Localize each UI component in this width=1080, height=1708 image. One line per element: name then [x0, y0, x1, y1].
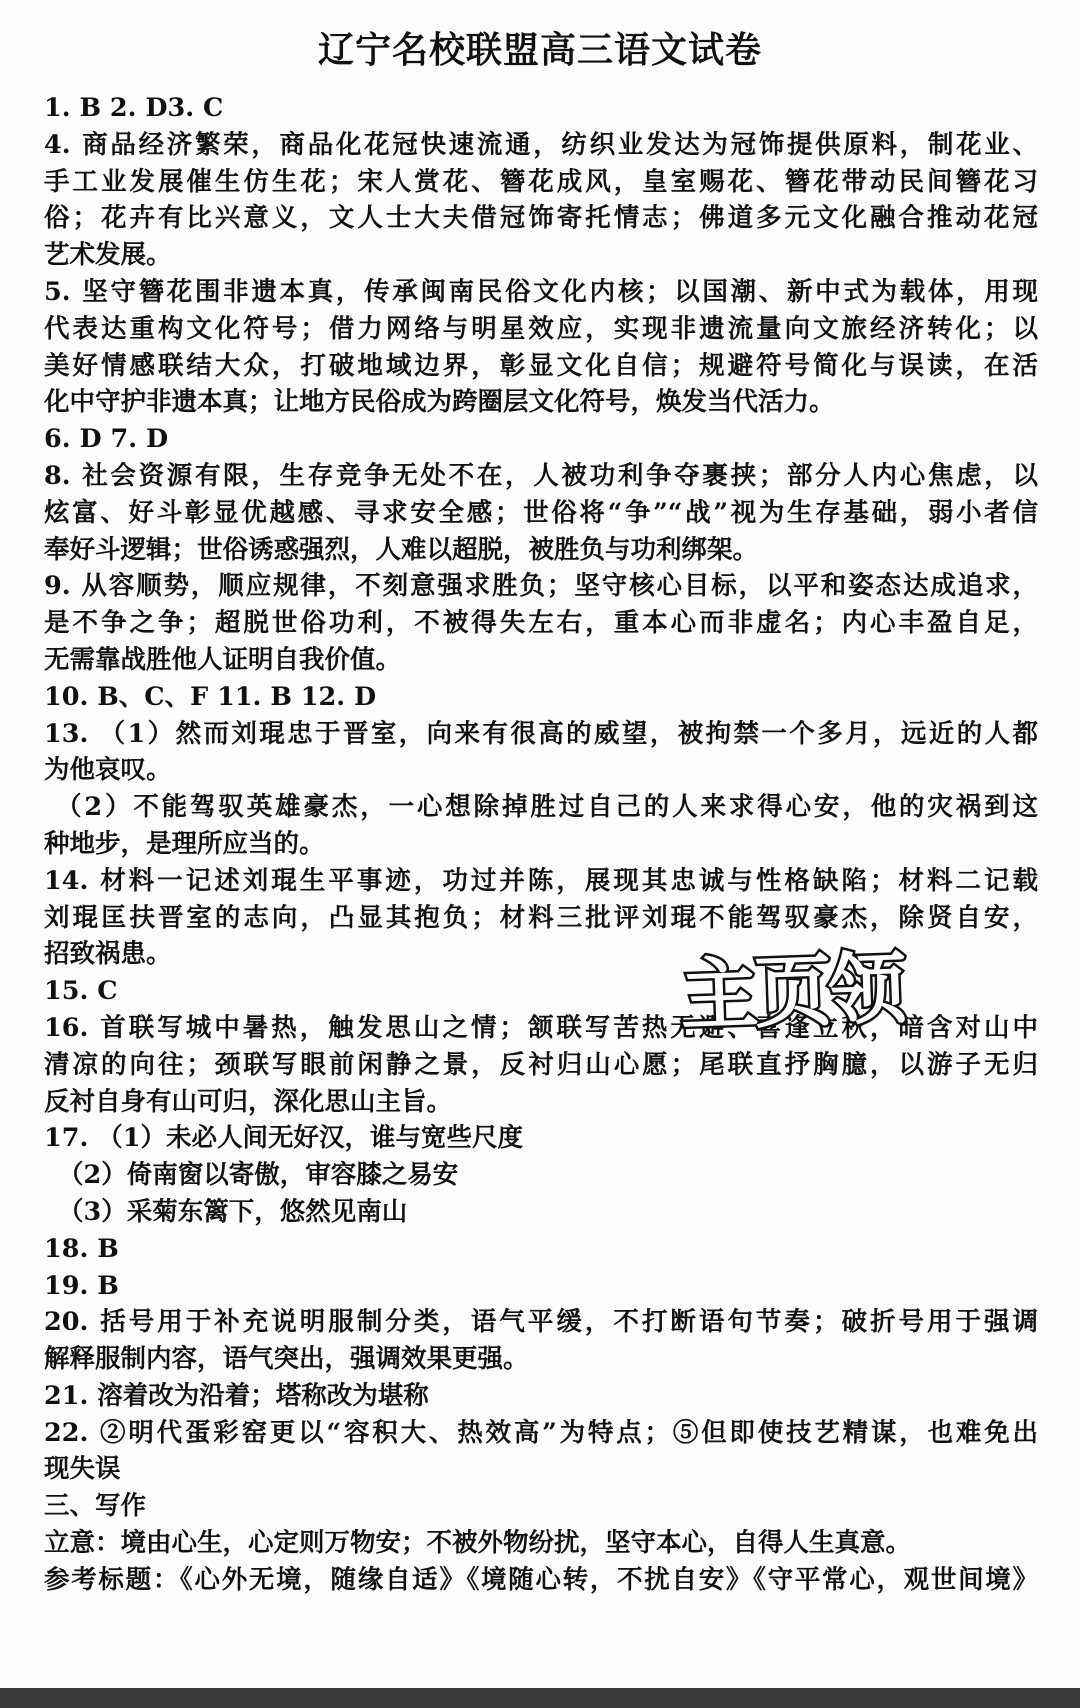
answer-line: 9. 从容顺势，顺应规律，不刻意强求胜负；坚守核心目标，以平和姿态达成追求，: [44, 571, 1038, 602]
answer-line: 为他哀叹。: [44, 755, 172, 786]
answer-line: 化中守护非遗本真；让地方民俗成为跨圈层文化符号，焕发当代活力。: [44, 387, 835, 418]
answer-line: 14. 材料一记述刘琨生平事迹，功过并陈，展现其忠诚与性格缺陷；材料二记载: [44, 865, 1038, 896]
answer-line: 5. 坚守簪花围非遗本真，传承闽南民俗文化内核；以国潮、新中式为载体，用现: [44, 276, 1038, 307]
answer-line: 1. B 2. D3. C: [44, 93, 224, 123]
answer-line: 无需靠战胜他人证明自我价值。: [44, 644, 402, 675]
answer-line: 奉好斗逻辑；世俗诱惑强烈，人难以超脱，被胜负与功利绑架。: [44, 534, 759, 565]
answer-line: 立意：境由心生，心定则万物安；不被外物纷扰，坚守本心，自得人生真意。: [44, 1528, 912, 1559]
answer-line: 20. 括号用于补充说明服制分类，语气平缓，不打断语句节奏；破折号用于强调: [44, 1307, 1038, 1338]
answer-line: 现失误: [44, 1454, 121, 1485]
answer-line: 炫富、好斗彰显优越感、寻求安全感；世俗将“争”“战”视为生存基础，弱小者信: [44, 497, 1038, 528]
page-title: 辽宁名校联盟高三语文试卷: [317, 30, 762, 71]
answer-line: （3）采菊东篱下，悠然见南山: [58, 1196, 408, 1227]
bottom-bar: [0, 1688, 1080, 1708]
answer-line: 16. 首联写城中暑热，触发思山之情；颔联写苦热无避、喜逢立秋，暗含对山中: [44, 1012, 1038, 1043]
answer-line: 13. （1）然而刘琨忠于晋室，向来有很高的威望，被拘禁一个多月，远近的人都: [44, 718, 1038, 749]
answer-line: 手工业发展催生仿生花；宋人赏花、簪花成风，皇室赐花、簪花带动民间簪花习: [44, 166, 1038, 197]
answer-line: （2）不能驾驭英雄豪杰，一心想除掉胜过自己的人来求得心安，他的灾祸到这: [56, 792, 1038, 823]
answer-line: 种地步，是理所应当的。: [44, 828, 325, 859]
answer-line: 10. B、C、F 11. B 12. D: [44, 681, 377, 712]
answer-line: 反衬自身有山可归，深化思山主旨。: [44, 1086, 453, 1117]
answer-line: 俗；花卉有比兴意义，文人士大夫借冠饰寄托情志；佛道多元文化融合推动花冠: [44, 203, 1038, 234]
answer-line: 21. 溶着改为沿着；塔称改为堪称: [44, 1380, 429, 1411]
answer-line: 6. D 7. D: [44, 424, 169, 455]
answer-line: （2）倚南窗以寄傲，审容膝之易安: [58, 1160, 459, 1191]
answer-line: 三、写作: [44, 1491, 147, 1522]
answer-line: 解释服制内容，语气突出，强调效果更强。: [44, 1344, 529, 1375]
watermark-stamp: 主页领: [678, 944, 904, 1042]
answer-line: 刘琨匡扶晋室的志向，凸显其抱负；材料三批评刘琨不能驾驭豪杰，除贤自安，: [44, 902, 1038, 933]
answer-line: 17. （1）未必人间无好汉，谁与宽些尺度: [44, 1123, 523, 1154]
answer-line: 22. ②明代蛋彩窑更以“容积大、热效高”为特点；⑤但即使技艺精谋，也难免出: [44, 1417, 1038, 1448]
answer-line: 招致祸患。: [44, 939, 172, 970]
answer-line: 参考标题：《心外无境，随缘自适》《境随心转，不扰自安》《守平常心，观世间境》: [44, 1564, 1038, 1595]
answer-line: 15. C: [44, 976, 118, 1007]
answer-content: [44, 90, 1038, 1599]
answer-line: 4. 商品经济繁荣，商品化花冠快速流通，纺织业发达为冠饰提供原料，制花业、: [44, 129, 1038, 160]
answer-line: 8. 社会资源有限，生存竞争无处不在，人被功利争夺裹挟；部分人内心焦虑，以: [44, 460, 1038, 491]
answer-line: 18. B: [44, 1233, 119, 1264]
answer-line: 是不争之争；超脱世俗功利，不被得失左右，重本心而非虚名；内心丰盈自足，: [44, 608, 1038, 639]
answer-line: 清凉的向往；颈联写眼前闲静之景，反衬归山心愿；尾联直抒胸臆，以游子无归: [44, 1049, 1038, 1080]
answer-line: 代表达重构文化符号；借力网络与明星效应，实现非遗流量向文旅经济转化；以: [44, 313, 1038, 344]
answer-line: 艺术发展。: [44, 240, 172, 271]
answer-line: 19. B: [44, 1270, 119, 1301]
answer-line: 美好情感联结大众，打破地域边界，彰显文化自信；规避符号简化与误读，在活: [44, 350, 1038, 381]
